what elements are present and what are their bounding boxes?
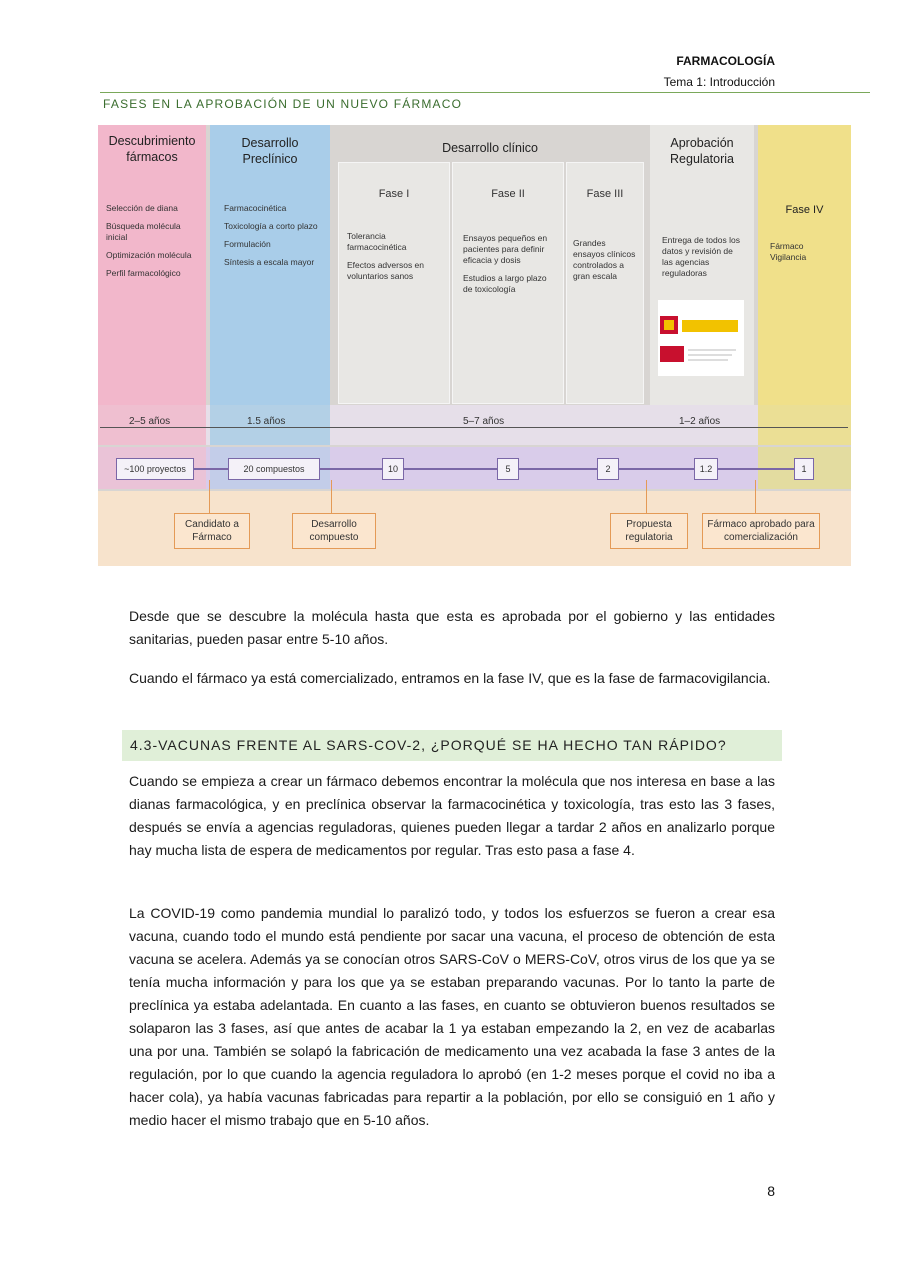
phase-2-box (452, 162, 564, 404)
phase-3-item: Grandes ensayos clínicos controlados a gran escala (573, 238, 636, 281)
paragraph: Cuando se empieza a crear un fármaco debemos encontrar la molécula que nos interesa en base a las dianas farmacológica, y en preclínica observar la farmacocinética y toxicología, tras esto las 3 fases, después se envía a agencias reguladoras, quienes pueden llegar a tardar 2 años en analizarlo porque hay mucha lista de espera de medicamentos por regular. Tras esto pasa a fase 4. (129, 773, 775, 858)
phase-1-count-box: 10 (382, 458, 404, 480)
clinical-column (334, 125, 646, 405)
duration-band-phase4 (758, 405, 851, 445)
phase-1-item: Tolerancia farmacocinética (347, 231, 407, 252)
regulatory-column (650, 125, 754, 405)
preclinical-item: Toxicología a corto plazo (224, 221, 318, 231)
phase-1-items (347, 231, 439, 289)
header-divider (100, 92, 870, 93)
discovery-column (98, 125, 206, 405)
discovery-title: Descubrimiento fármacos (108, 134, 196, 164)
preclinical-title: Desarrollo Preclínico (241, 136, 299, 166)
paragraph: Desde que se descubre la molécula hasta que esta es aprobada por el gobierno y las entidades sanitarias, pueden pasar entre 5-10 años. (129, 608, 775, 647)
preclinical-item: Farmacocinética (224, 203, 287, 213)
phase-4-column (758, 125, 851, 405)
phase-2-item: Estudios a largo plazo de toxicología (463, 273, 547, 294)
phase-4-count-box: 1 (794, 458, 814, 480)
agency-logo-graphic (658, 300, 744, 376)
page-number: 8 (767, 1183, 775, 1199)
regulatory-item: Entrega de todos los datos y revisión de las agencias reguladoras (662, 235, 740, 278)
callout-connector (209, 480, 210, 513)
compound-development-callout: Desarrollo compuesto (292, 513, 376, 549)
clinical-title: Desarrollo clínico (442, 141, 538, 155)
phase-3-items (573, 238, 637, 289)
phase-2-count-box: 5 (497, 458, 519, 480)
regulatory-title: Aprobación Regulatoria (670, 136, 734, 166)
preclinical-item: Formulación (224, 239, 271, 249)
section-title: FASES EN LA APROBACIÓN DE UN NUEVO FÁRMACO (103, 97, 463, 111)
regulatory-count-box: 1.2 (694, 458, 718, 480)
candidate-callout: Candidato a Fármaco (174, 513, 250, 549)
phase-2-item: Ensayos pequeños en pacientes para definir eficacia y dosis (463, 233, 548, 265)
phase-2-title: Fase II (491, 188, 525, 200)
phase-1-item: Efectos adversos en voluntarios sanos (347, 260, 425, 281)
phase-3-count-box: 2 (597, 458, 619, 480)
discovery-duration: 2–5 años (126, 416, 173, 427)
discovery-item: Búsqueda molécula inicial (106, 221, 181, 242)
duration-arrow-line (100, 427, 848, 428)
agency-logo (658, 300, 744, 376)
discovery-items (106, 203, 202, 286)
header-subject: FARMACOLOGÍA (676, 54, 775, 68)
discovery-item: Selección de diana (106, 203, 178, 213)
discovery-item: Optimización molécula (106, 250, 192, 260)
regulatory-proposal-callout: Propuesta regulatoria (610, 513, 688, 549)
section-heading-text: 4.3-VACUNAS FRENTE AL SARS-COV-2, ¿PORQUÉ SE HA HECHO TAN RÁPIDO? (130, 737, 727, 753)
compounds-box: 20 compuestos (228, 458, 320, 480)
preclinical-item: Síntesis a escala mayor (224, 257, 315, 267)
phase-4-items (770, 241, 830, 270)
callout-connector (646, 480, 647, 513)
regulatory-items (662, 235, 742, 286)
paragraph: Cuando el fármaco ya está comercializado, entramos en la fase IV, que es la fase de farmacovigilancia. (129, 670, 771, 686)
preclinical-column (210, 125, 330, 405)
preclinical-items (224, 203, 320, 275)
phase-1-title: Fase I (378, 188, 410, 200)
clinical-duration: 5–7 años (460, 416, 507, 427)
phase-4-title: Fase IV (785, 204, 824, 216)
callout-connector (755, 480, 756, 513)
projects-box: ~100 proyectos (116, 458, 194, 480)
discovery-item: Perfil farmacológico (106, 268, 181, 278)
section-heading (122, 730, 782, 761)
approved-drug-callout: Fármaco aprobado para comercialización (702, 513, 820, 549)
phase-3-box (566, 162, 644, 404)
phase-1-box (338, 162, 450, 404)
callout-connector (331, 480, 332, 513)
phase-4-item: Fármaco Vigilancia (770, 241, 807, 262)
regulatory-duration: 1–2 años (676, 416, 723, 427)
paragraph: La COVID-19 como pandemia mundial lo paralizó todo, y todos los esfuerzos se fueron a crear esa vacuna, cuando todo el mundo está pendiente por sacar una vacuna, el proceso de obtención de esta vacuna se acelera. Además ya se conocían otros SARS-CoV o MERS-CoV, otros virus de los que ya se tenía mucha información y para los que ya se estaban preparando vacunas. Por lo tanto la parte de preclínica ya estaba adelantada. En cuanto a las fases, en cuanto se obtuvieron buenos resultados se solaparon las 3 fases, así que antes de acabar la 1 ya estaban empezando la 2, en vez de acabarlas una por una. También se solapó la fabricación de medicamento una vez acabada la fase 3 antes de la regulación, por lo que cuando la agencia reguladora lo aprobó (en 1-2 meses porque el covid no iba a hacer cola), ya había vacunas fabricadas para repartir a la población, por ello se consiguió en 1 año y medio hacer el mismo trabajo que en 5-10 años. (129, 905, 775, 1128)
phase-3-title: Fase III (586, 188, 624, 200)
preclinical-duration: 1.5 años (244, 416, 288, 427)
phase-2-items (463, 233, 555, 302)
header-topic: Tema 1: Introducción (663, 75, 775, 89)
drug-approval-phases-figure (98, 125, 851, 566)
